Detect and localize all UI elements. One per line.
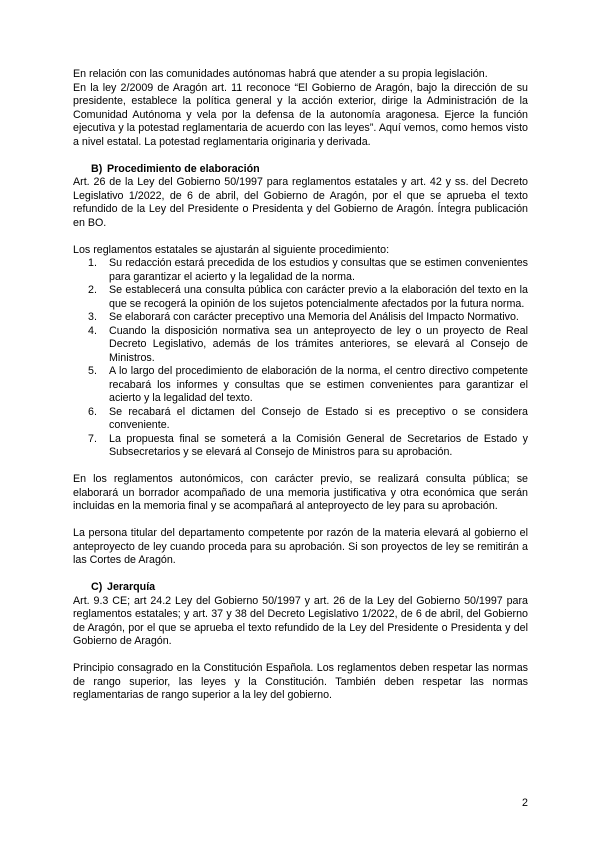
department-titular-paragraph: La persona titular del departamento competente por razón de la materia elevará al gobierno el anteproyecto de ley cuando proceda para su aprobación. Si son proyectos de ley se remitirán a las Cortes de Aragón. — [73, 527, 528, 566]
list-item — [73, 433, 528, 460]
intro-paragraph-1: En relación con las comunidades autónomas habrá que atender a su propia legislación. — [73, 68, 488, 80]
step-text: Su redacción estará precedida de los estudios y consultas que se estimen convenientes para garantizar el acierto y la legalidad de la norma. — [109, 257, 528, 283]
step-text: Se establecerá una consulta pública con carácter previo a la elaboración del texto en la que se recogerá la opinión de los sujetos potencialmente afectados por la futura norma. — [109, 284, 528, 310]
section-c-letter: C) — [91, 581, 103, 593]
section-b-title: Procedimiento de elaboración — [107, 162, 260, 175]
step-number: 2. — [88, 284, 97, 296]
list-item — [73, 257, 528, 284]
step-text: Cuando la disposición normativa sea un anteproyecto de ley o un proyecto de Real Decreto Legislativo, además de los trámites anteriores, se elevará al Consejo de Ministros. — [109, 324, 528, 364]
step-number: 6. — [88, 405, 97, 418]
autonomic-regulations-paragraph: En los reglamentos autonómicos, con carácter previo, se realizará consulta pública; se elaborará un borrador acompañado de una memoria justificativa y otra económica que serán incluidas en la memoria final y se acompañará al anteproyecto de ley para su aprobación. — [73, 473, 528, 512]
section-c-principle: Principio consagrado en la Constitución Española. Los reglamentos deben respetar las normas de rango superior, las leyes y la Constitución. También deben respetar las normas reglamentarias de rango superior a la ley del gobierno. — [73, 662, 528, 701]
section-b-list-intro: Los reglamentos estatales se ajustarán al siguiente procedimiento: — [73, 243, 390, 256]
section-b-legal-basis: Art. 26 de la Ley del Gobierno 50/1997 para reglamentos estatales y art. 42 y ss. del Decreto Legislativo 1/2022, de 6 de abril, del Gobierno de Aragón, por el que se aprueba el texto refundido de la Ley del Presidente o Presidenta y del Gobierno de Aragón. Íntegra publicación en BO. — [73, 176, 528, 229]
list-item — [73, 325, 528, 366]
document-page — [73, 68, 528, 703]
list-item — [73, 311, 528, 325]
step-text: La propuesta final se someterá a la Comisión General de Secretarios de Estado y Subsecretarios y se elevará al Consejo de Ministros para su aprobación. — [109, 432, 528, 458]
procedure-steps-list — [73, 257, 528, 460]
step-text: A lo largo del procedimiento de elaboración de la norma, el centro directivo competente recabará los informes y consultas que se estimen convenientes para garantizar el acierto y la legalidad del texto. — [109, 365, 528, 404]
section-c-legal-basis: Art. 9.3 CE; art 24.2 Ley del Gobierno 50/1997 y art. 26 de la Ley del Gobierno 50/1997 para reglamentos estatales; y art. 37 y 38 del Decreto Legislativo 1/2022, de 6 de abril, del Gobierno de Aragón, por el que se aprueba el texto refundido de la Ley del Presidente o Presidenta y del Gobierno de Aragón. — [73, 594, 528, 647]
list-item — [73, 365, 528, 406]
step-number: 7. — [88, 432, 97, 445]
section-b-letter: B) — [91, 162, 103, 175]
section-b-heading — [91, 163, 528, 177]
step-text: Se recabará el dictamen del Consejo de Estado si es preceptivo o se considera conveniente. — [109, 405, 528, 431]
step-number: 1. — [88, 257, 97, 269]
intro-paragraph-2: En la ley 2/2009 de Aragón art. 11 reconoce “El Gobierno de Aragón, bajo la dirección de su presidente, establece la política general y la acción exterior, dirige la Administración de la Comunidad Autónoma y vela por la defensa de la autonomía aragonesa. Ejerce la función ejecutiva y la potestad reglamentaria de acuerdo con las leyes”. Aquí vemos, como hemos visto a nivel estatal. La potestad reglamentaria originaria y derivada. — [73, 81, 528, 148]
step-number: 4. — [88, 324, 97, 337]
section-c-title: Jerarquía — [107, 581, 156, 593]
list-item — [73, 406, 528, 433]
step-text: Se elaborará con carácter preceptivo una Memoria del Análisis del Impacto Normativo. — [109, 311, 519, 323]
page-number: 2 — [522, 797, 528, 809]
step-number: 5. — [88, 365, 97, 377]
section-c-heading — [91, 581, 528, 595]
step-number: 3. — [88, 311, 97, 323]
list-item — [73, 284, 528, 311]
